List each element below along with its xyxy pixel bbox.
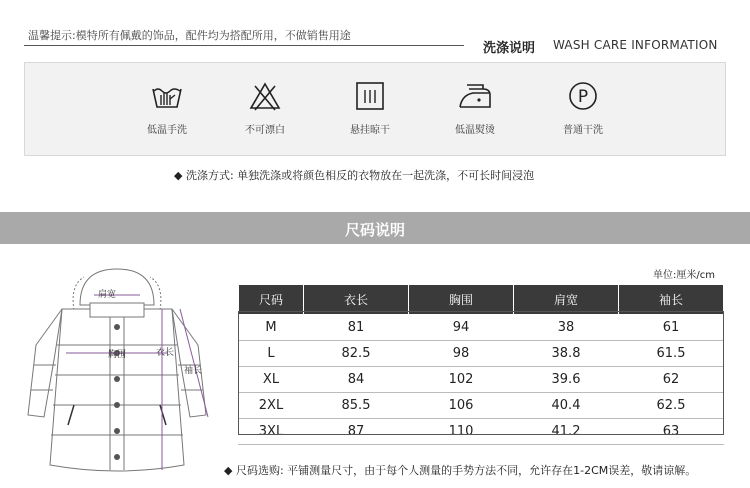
table-row [239,419,724,445]
size-cell: XL [239,367,304,393]
table-row [239,393,724,419]
chest-cell: 94 [409,315,514,341]
care-label: 不可漂白 [245,125,285,136]
size-chart-table [238,284,724,445]
size-selection-note: ◆ 尺码选购: 平铺测量尺寸，由于每个人测量的手势方法不同，允许存在1-2CM误差，敬请谅解。 [224,464,697,477]
size-chart-header-row [239,285,724,315]
size-cell: 3XL [239,419,304,445]
sleeve-cell: 62.5 [619,393,724,419]
table-row [239,341,724,367]
wash-care-panel [24,62,726,156]
wash-care-title-en: WASH CARE INFORMATION [553,38,718,52]
sleeve-label: 袖长 [184,366,203,376]
care-item-dry-clean [543,81,623,136]
table-row [239,367,724,393]
wash-method-note: ◆ 洗涤方式: 单独洗涤或将颜色相反的衣物放在一起洗涤，不可长时间浸泡 [174,169,535,182]
sleeve-cell: 62 [619,367,724,393]
shoulder-cell: 40.4 [514,393,619,419]
divider-line [24,45,464,46]
care-label: 普通干洗 [563,125,603,136]
care-item-hang-dry [330,81,410,136]
chest-cell: 102 [409,367,514,393]
shoulder-cell: 41.2 [514,419,619,445]
svg-text:P: P [577,87,589,107]
header-length: 衣长 [304,285,409,315]
length-cell: 82.5 [304,341,409,367]
care-label: 低温手洗 [147,125,187,136]
unit-label: 单位:厘米/cm [653,270,715,281]
size-section-title: 尺码说明 [344,221,405,239]
hang-dry-icon [354,81,386,111]
dry-clean-icon [567,81,599,111]
size-cell: M [239,315,304,341]
chest-cell: 110 [409,419,514,445]
care-item-iron [435,81,515,136]
sleeve-cell: 61.5 [619,341,724,367]
size-section-band [0,212,750,244]
length-cell: 84 [304,367,409,393]
length-label: 衣长 [156,348,175,358]
shoulder-cell: 38.8 [514,341,619,367]
length-cell: 81 [304,315,409,341]
care-item-no-bleach [225,81,305,136]
wash-care-title-cn: 洗涤说明 [483,41,536,56]
no-bleach-icon [249,81,281,111]
header-sleeve: 袖长 [619,285,724,315]
size-cell: L [239,341,304,367]
low-temp-hand-wash-icon [151,81,183,111]
low-temp-iron-icon [457,81,493,111]
length-cell: 85.5 [304,393,409,419]
chest-cell: 106 [409,393,514,419]
length-cell: 87 [304,419,409,445]
sleeve-cell: 63 [619,419,724,445]
header-shoulder: 肩宽 [514,285,619,315]
header-size: 尺码 [239,285,304,315]
shoulder-label: 肩宽 [98,290,117,300]
jacket-measure-diagram [22,265,232,484]
chest-cell: 98 [409,341,514,367]
table-row [239,315,724,341]
model-accessory-notice: 温馨提示:模特所有佩戴的饰品，配件均为搭配所用，不做销售用途 [28,29,351,42]
shoulder-cell: 39.6 [514,367,619,393]
care-label: 低温熨烫 [455,125,495,136]
chest-label: 胸围 [108,350,127,360]
care-label: 悬挂晾干 [350,125,390,136]
sleeve-cell: 61 [619,315,724,341]
shoulder-cell: 38 [514,315,619,341]
care-item-hand-wash [127,81,207,136]
header-chest: 胸围 [409,285,514,315]
size-cell: 2XL [239,393,304,419]
